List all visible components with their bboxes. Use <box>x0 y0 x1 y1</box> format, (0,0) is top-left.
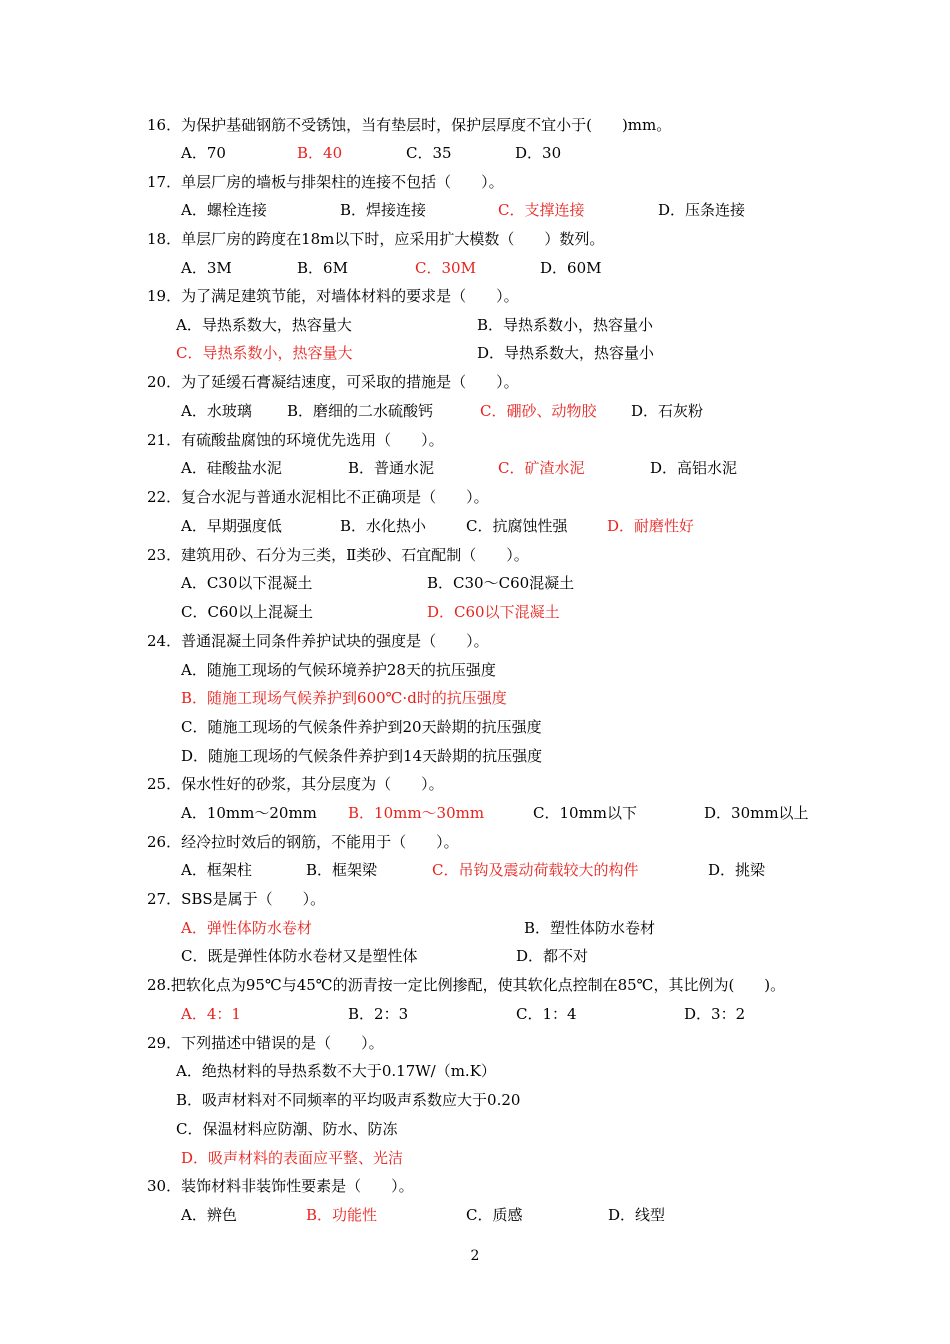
option-c-answer: C．硼砂、动物胶 <box>480 402 597 420</box>
question-text: 25．保水性好的砂浆，其分层度为（ ）。 <box>147 775 444 793</box>
option-b: B．焊接连接 <box>340 201 427 219</box>
option-c-answer: C．吊钩及震动荷载较大的构件 <box>432 861 639 879</box>
option-a-answer: A．4：1 <box>181 1005 241 1023</box>
option-a: A．辨色 <box>181 1206 237 1224</box>
option-d: D．随施工现场的气候条件养护到14天龄期的抗压强度 <box>181 747 543 765</box>
option-c: C．既是弹性体防水卷材又是塑性体 <box>181 947 418 965</box>
question-text: 17．单层厂房的墙板与排架柱的连接不包括（ ）。 <box>147 173 504 191</box>
option-d: D．挑梁 <box>708 861 766 879</box>
option-d: D．线型 <box>608 1206 666 1224</box>
question-text: 29．下列描述中错误的是（ ）。 <box>147 1034 384 1052</box>
option-a: A．框架柱 <box>181 861 252 879</box>
option-b: B．吸声材料对不同频率的平均吸声系数应大于0.20 <box>176 1091 521 1109</box>
option-c: C．随施工现场的气候条件养护到20天龄期的抗压强度 <box>181 718 542 736</box>
option-c: C．1：4 <box>516 1005 577 1023</box>
option-a: A．3M <box>181 259 232 277</box>
option-b-answer: B．10mm～30mm <box>348 804 485 822</box>
option-d: D．60M <box>540 259 602 277</box>
option-c-answer: C．矿渣水泥 <box>498 459 585 477</box>
question-text: 28.把软化点为95℃与45℃的沥青按一定比例掺配，使其软化点控制在85℃，其比例为( )。 <box>147 976 786 994</box>
option-a: A．C30以下混凝土 <box>181 574 313 592</box>
option-b: B．导热系数小，热容量小 <box>477 316 654 334</box>
option-b: B．C30～C60混凝土 <box>427 574 575 592</box>
option-d: D．高铝水泥 <box>650 459 738 477</box>
question-text: 27．SBS是属于（ ）。 <box>147 890 326 908</box>
question-text: 22．复合水泥与普通水泥相比不正确项是（ ）。 <box>147 488 489 506</box>
question-text: 30．装饰材料非装饰性要素是（ ）。 <box>147 1177 414 1195</box>
question-text: 23．建筑用砂、石分为三类，Ⅱ类砂、石宜配制（ ）。 <box>147 546 529 564</box>
option-d: D．3：2 <box>684 1005 746 1023</box>
question-text: 18．单层厂房的跨度在18m以下时，应采用扩大模数（ ）数列。 <box>147 230 605 248</box>
option-a: A．早期强度低 <box>181 517 282 535</box>
option-c-answer: C．支撑连接 <box>498 201 585 219</box>
option-d-answer: D．C60以下混凝土 <box>427 603 560 621</box>
option-a: A．螺栓连接 <box>181 201 267 219</box>
option-c: C．C60以上混凝土 <box>181 603 314 621</box>
option-b: B．塑性体防水卷材 <box>524 919 656 937</box>
option-a: A．70 <box>181 144 226 162</box>
question-text: 24．普通混凝土同条件养护试块的强度是（ ）。 <box>147 632 489 650</box>
option-d-answer: D．耐磨性好 <box>607 517 695 535</box>
option-d: D．都不对 <box>516 947 589 965</box>
option-a: A．绝热材料的导热系数不大于0.17W/（m.K） <box>176 1062 496 1080</box>
option-a: A．导热系数大，热容量大 <box>176 316 352 334</box>
option-b-answer: B．随施工现场气候养护到600℃·d时的抗压强度 <box>181 689 507 707</box>
question-text: 26．经冷拉时效后的钢筋，不能用于（ ）。 <box>147 833 459 851</box>
option-a: A．10mm～20mm <box>181 804 317 822</box>
option-b: B．6M <box>297 259 348 277</box>
question-text: 20．为了延缓石膏凝结速度，可采取的措施是（ ）。 <box>147 373 519 391</box>
option-c: C．保温材料应防潮、防水、防冻 <box>176 1120 398 1138</box>
option-c-answer: C．30M <box>415 259 476 277</box>
option-b: B．框架梁 <box>306 861 378 879</box>
option-b: B．2：3 <box>348 1005 409 1023</box>
option-a-answer: A．弹性体防水卷材 <box>181 919 312 937</box>
option-a: A．水玻璃 <box>181 402 252 420</box>
option-d: D．压条连接 <box>658 201 746 219</box>
option-c: C．质感 <box>466 1206 523 1224</box>
option-d: D．30 <box>515 144 562 162</box>
option-b-answer: B．40 <box>297 144 343 162</box>
option-d: D．石灰粉 <box>631 402 704 420</box>
option-b-answer: B．功能性 <box>306 1206 378 1224</box>
option-b: B．水化热小 <box>340 517 427 535</box>
option-a: A．硅酸盐水泥 <box>181 459 282 477</box>
question-text: 16．为保护基础钢筋不受锈蚀，当有垫层时，保护层厚度不宜小于( )mm。 <box>147 116 672 134</box>
option-b: B．磨细的二水硫酸钙 <box>287 402 434 420</box>
option-c: C．35 <box>406 144 452 162</box>
page-number: 2 <box>470 1248 480 1264</box>
option-d-answer: D．吸声材料的表面应平整、光洁 <box>181 1149 404 1167</box>
option-a: A．随施工现场的气候环境养护28天的抗压强度 <box>181 661 496 679</box>
option-c: C．抗腐蚀性强 <box>466 517 568 535</box>
option-d: D．30mm以上 <box>704 804 809 822</box>
question-text: 21．有硫酸盐腐蚀的环境优先选用（ ）。 <box>147 431 444 449</box>
question-text: 19．为了满足建筑节能，对墙体材料的要求是（ ）。 <box>147 287 519 305</box>
option-b: B．普通水泥 <box>348 459 435 477</box>
option-d: D．导热系数大，热容量小 <box>477 344 655 362</box>
option-c-answer: C．导热系数小，热容量大 <box>176 344 353 362</box>
option-c: C．10mm以下 <box>533 804 638 822</box>
